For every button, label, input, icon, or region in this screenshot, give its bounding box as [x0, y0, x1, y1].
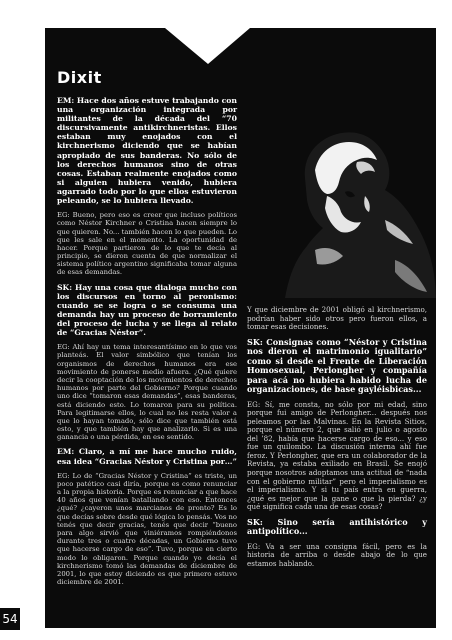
interview-answer: EG: Va a ser una consigna fácil, pero es la historia de arriba o desde abajo de lo que estamos hablando. [247, 541, 427, 568]
page-number: 54 [0, 608, 20, 630]
interview-answer: EG: Sí, me consta, no sólo por mi edad, sino porque fui amigo de Perlongher... después nos peleamos por las Malvinas. En la Revista Sitios, porque el número 2, que salió en julio o agosto del ’82, había que hacerse cargo de eso... y eso fue un quilombo. La discusión interna ahí fue feroz. Y Perlongher, que era un colaborador de la Revista, ya estaba exiliado en Brasil. Se enojó porque nosotros adoptamos una actitud de “nada con el gobierno militar” pero el imperialismo es el imperialismo. Y si tu país entra en guerra, ¿qué es mejor que la gane o que la pierda? ¿y qué significa cada una de esas cosas? [247, 399, 427, 512]
article-title: Dixit [57, 68, 102, 87]
interview-question: EM: Hace dos años estuve trabajando con una organización integrada por militantes de la década del “70 discursivamente antikirchneristas. Ellos estaban muy enojados con el kirchnerismo diciendo que se habían apropiado de sus banderas. No sólo de los derechos humanos sino de otras cosas. Estaban realmente enojados como si alguien hubiera venido, hubiera agarrado todo por lo que ellos estuvieron peleando, se lo hubiera llevado. [57, 96, 237, 206]
interview-question: SK: Hay una cosa que dialoga mucho con los discursos en torno al peronismo: cuando se se logra o se consuma una demanda hay un proceso de borramiento del proceso de lucha y se llega al relato de “Gracias Néstor”. [57, 282, 237, 338]
interview-answer: EG: Lo de “Gracias Néstor y Cristina” es triste, un poco patético casi diría, porque es como renunciar a la propia historia. Porque es renunciar a que hace 40 años que venían batallando con eso. Entonces ¿qué? ¿cayeron unos marcianos de pronto? Es lo que decías sobre desde qué lógica lo pensás. Vos no tenés que decir gracias, tenés que decir “bueno para algo sirvió que viniéramos rompiéndonos durante tres o cuatro décadas, un Gobierno tuvo que hacerse cargo de eso”. Tuvo, porque en cierto modo lo obligaron. Porque cuando yo decía el kirchnerismo tomó las demandas de diciembre de 2001, lo que estoy diciendo es que primero estuvo diciembre de 2001. [57, 471, 237, 587]
portrait-photo [245, 100, 436, 298]
left-text-column [57, 96, 237, 592]
interview-question: EM: Claro, a mí me hace mucho ruido, esa idea “Gracias Néstor y Cristina por…” [57, 447, 237, 466]
interview-question: SK: Consignas como “Néstor y Cristina nos dieron el matrimonio igualitario” como si desde el Frente de Liberación Homosexual, Perlongher y compañía para acá no hubiera habido lucha de organizaciones, de base gayléisbicas... [247, 336, 427, 395]
interview-answer: EG: Bueno, pero eso es creer que incluso políticos como Néstor Kirchner o Cristina hacen siempre lo que quieren. No... también hacen lo que pueden. Lo que les sale en el momento. La oportunidad de hacer. Porque partieron de lo que te decía al principio, se dieron cuenta de que normalizar el sistema político argentino significaba tomar alguna de esas demandas. [57, 211, 237, 277]
interview-answer: EG: Ahí hay un tema interesantísimo en lo que vos planteás. El valor simbólico que tenían los organismos de derechos humanos era ese movimiento de ponerse medio afuera. ¿Qué quiere decir la cooptación de los movimientos de derechos humanos por parte del Gobierno? Porque cuando uno dice “tomaron esas demandas”, esas banderas, está diciendo esto. Lo tomaron para su política. Para legitimarse ellos, lo cual no les resta valor a que lo hayan tomado, sólo dice que también está esto, y que también hay que analizarlo. Si es una ganancia o una pérdida, en ese sentido. [57, 343, 237, 442]
interview-question: SK: Sino sería antihistórico y antipolítico... [247, 516, 427, 537]
speech-bubble-notch [45, 28, 436, 88]
interview-answer: Y que diciembre de 2001 obligó al kirchnerismo, podrían haber sido otros pero fueron ellos, a tomar esas decisiones. [247, 305, 427, 332]
right-text-column [247, 306, 427, 574]
